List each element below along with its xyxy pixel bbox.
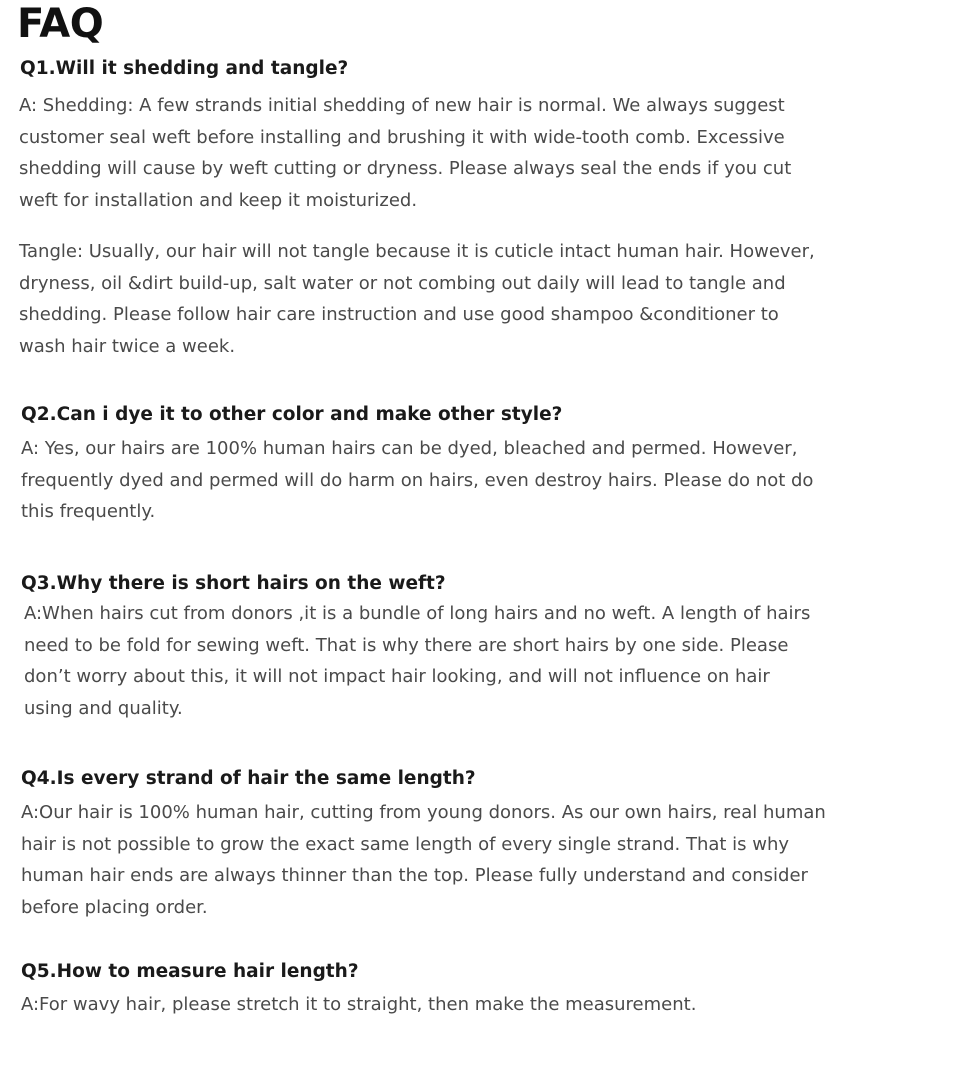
answer-line: before placing order.: [21, 896, 208, 918]
answer-line: frequently dyed and permed will do harm on hairs, even destroy hairs. Please do not do: [21, 469, 814, 491]
faq-question-4: Q4.Is every strand of hair the same length?: [21, 768, 476, 789]
answer-line: A: Shedding: A few strands initial shedding of new hair is normal. We always suggest: [19, 95, 785, 116]
answer-line: A:When hairs cut from donors ,it is a bundle of long hairs and no weft. A length of hairs: [24, 603, 811, 624]
faq-question-2: Q2.Can i dye it to other color and make other style?: [21, 404, 563, 425]
page-title: FAQ: [17, 1, 104, 47]
answer-line: this frequently.: [21, 501, 156, 522]
faq-answer-5: [21, 989, 901, 1021]
answer-line: A:Our hair is 100% human hair, cutting from young donors. As our own hairs, real human: [21, 802, 826, 823]
answer-line: dryness, oil &dirt build-up, salt water or not combing out daily will lead to tangle and: [19, 272, 786, 294]
faq-question-3: Q3.Why there is short hairs on the weft?: [21, 573, 446, 594]
answer-line: wash hair twice a week.: [19, 335, 236, 357]
answer-line: don’t worry about this, it will not impact hair looking, and will not influence on hair: [24, 666, 770, 687]
answer-line: shedding. Please follow hair care instruction and use good shampoo &conditioner to: [19, 304, 779, 325]
faq-answer-4: [21, 797, 901, 923]
answer-line: human hair ends are always thinner than the top. Please fully understand and consider: [21, 865, 808, 886]
faq-answer-1-shedding: [19, 90, 899, 216]
answer-line: Tangle: Usually, our hair will not tangle because it is cuticle intact human hair. However,: [19, 241, 815, 262]
answer-line: A: Yes, our hairs are 100% human hairs can be dyed, bleached and permed. However,: [21, 438, 798, 459]
answer-line: using and quality.: [24, 697, 183, 719]
answer-line: A:For wavy hair, please stretch it to straight, then make the measurement.: [21, 994, 697, 1015]
faq-answer-1-tangle: [19, 236, 899, 362]
faq-question-1: Q1.Will it shedding and tangle?: [20, 58, 349, 79]
answer-line: hair is not possible to grow the exact same length of every single strand. That is why: [21, 833, 790, 855]
answer-line: shedding will cause by weft cutting or dryness. Please always seal the ends if you cut: [19, 158, 792, 179]
faq-answer-2: [21, 433, 901, 528]
answer-line: need to be fold for sewing weft. That is why there are short hairs by one side. Please: [24, 634, 789, 656]
faq-question-5: Q5.How to measure hair length?: [21, 961, 359, 982]
answer-line: weft for installation and keep it moisturized.: [19, 189, 418, 211]
faq-answer-3: [24, 598, 904, 724]
answer-line: customer seal weft before installing and brushing it with wide-tooth comb. Excessive: [19, 126, 785, 148]
